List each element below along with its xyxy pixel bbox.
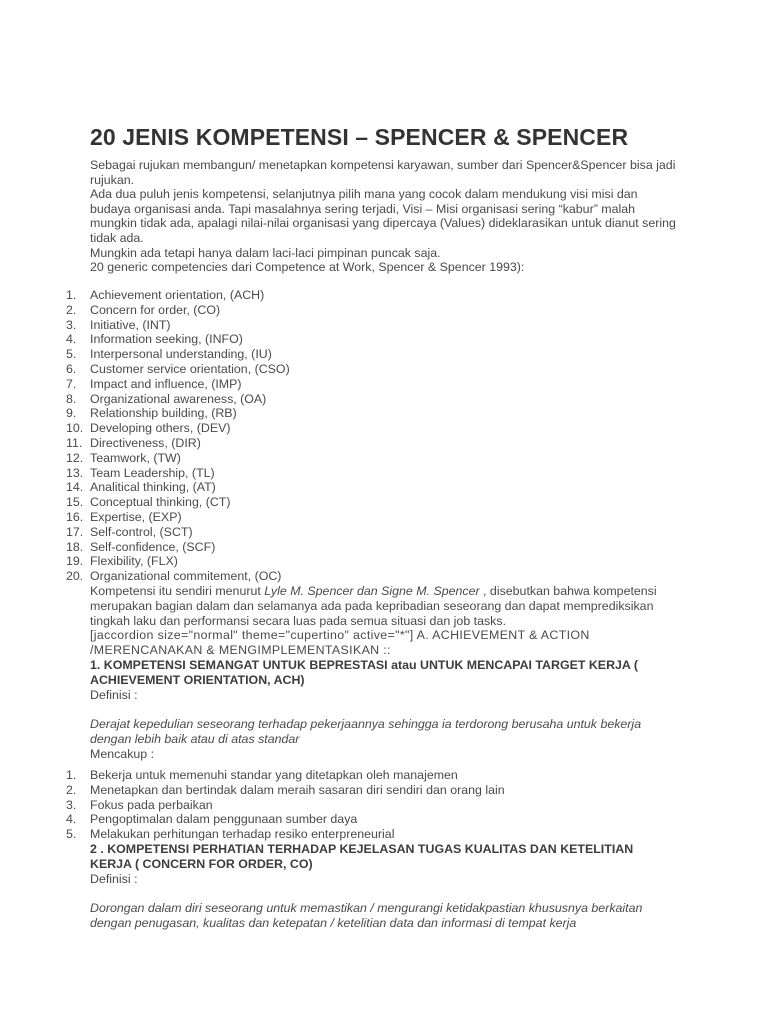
list-item-number: 7. [66, 376, 77, 391]
list-item-text: Organizational commitement, (OC) [90, 569, 282, 584]
list-item-text: Analitical thinking, (AT) [90, 480, 216, 495]
kompetensi-paragraph [90, 584, 670, 628]
list-item-number: 5. [66, 827, 77, 842]
list-item-number: 6. [66, 361, 77, 376]
list-item-text: Team Leadership, (TL) [90, 465, 215, 480]
mencakup-label: Mencakup : [90, 746, 155, 761]
list-item [0, 812, 505, 827]
list-item-number: 19. [66, 554, 84, 569]
list-item [0, 540, 290, 555]
competency-list [0, 288, 290, 584]
list-item-text: Menetapkan dan bertindak dalam meraih sasaran diri sendiri dan orang lain [90, 782, 505, 797]
list-item-number: 20. [66, 569, 84, 584]
list-item-text: Information seeking, (INFO) [90, 332, 243, 347]
list-item-number: 3. [66, 797, 77, 812]
list-item-text: Organizational awareness, (OA) [90, 391, 267, 406]
list-item [0, 332, 290, 347]
list-item-text: Impact and influence, (IMP) [90, 376, 242, 391]
list-item [0, 783, 505, 798]
section-2 [90, 842, 670, 931]
list-item [0, 510, 290, 525]
list-item [0, 466, 290, 481]
list-item-text: Melakukan perhitungan terhadap resiko enterpreneurial [90, 827, 395, 842]
list-item [0, 480, 290, 495]
list-item-number: 5. [66, 347, 77, 362]
list-item-text: Bekerja untuk memenuhi standar yang ditetapkan oleh manajemen [90, 768, 458, 782]
kompetensi-section [90, 584, 670, 762]
list-item-text: Self-control, (SCT) [90, 524, 193, 539]
list-item-number: 11. [66, 435, 83, 450]
list-item-number: 12. [66, 450, 84, 465]
list-item [0, 318, 290, 333]
section-1-heading: 1. KOMPETENSI SEMANGAT UNTUK BEPRESTASI atau UNTUK MENCAPAI TARGET KERJA ( ACHIEVEMENT ORIENTATION, ACH) [90, 657, 638, 687]
kompetensi-text-rest: , disebutkan bahwa kompetensi merupakan bagian dalam dan selamanya ada pada kepribadian seseorang dan dapat memprediksikan tingkah laku dan performansi secara luas pada semua situasi dan job tasks. [90, 584, 657, 628]
list-item-number: 14. [66, 480, 84, 495]
section-1-list [0, 768, 505, 842]
list-item [0, 768, 505, 783]
list-item [0, 347, 290, 362]
list-item-number: 2. [66, 302, 77, 317]
list-item-text: Initiative, (INT) [90, 317, 171, 332]
list-item [0, 798, 505, 813]
list-item-number: 13. [66, 465, 84, 480]
list-item-text: Flexibility, (FLX) [90, 554, 178, 569]
list-item-number: 2. [66, 782, 77, 797]
list-item [0, 362, 290, 377]
list-item-number: 4. [66, 332, 77, 347]
list-item [0, 525, 290, 540]
spacer [90, 702, 670, 717]
list-item-number: 10. [66, 421, 84, 436]
list-item-number: 16. [66, 509, 84, 524]
intro-paragraph: Sebagai rujukan membangun/ menetapkan kompetensi karyawan, sumber dari Spencer&Spencer bisa jadi rujukan. [90, 158, 676, 187]
intro-paragraph: 20 generic competencies dari Competence at Work, Spencer & Spencer 1993): [90, 260, 525, 275]
intro-section [90, 158, 680, 275]
list-item-text: Achievement orientation, (ACH) [90, 288, 265, 302]
kompetensi-text: Kompetensi itu sendiri menurut [90, 584, 265, 598]
list-item [0, 436, 290, 451]
list-item-text: Expertise, (EXP) [90, 509, 182, 524]
list-item [0, 392, 290, 407]
page-title: 20 JENIS KOMPETENSI – SPENCER & SPENCER [90, 124, 629, 150]
list-item-number: 3. [66, 317, 77, 332]
list-item [0, 421, 290, 436]
list-item-number: 15. [66, 495, 84, 510]
list-item-number: 4. [66, 812, 77, 827]
authors-text: Lyle M. Spencer dan Signe M. Spencer [264, 584, 480, 598]
list-item-text: Self-confidence, (SCF) [90, 539, 216, 554]
intro-paragraph: Ada dua puluh jenis kompetensi, selanjutnya pilih mana yang cocok dalam mendukung visi misi dan budaya organisasi anda. Tapi masalahnya sering terjadi, Visi – Misi organisasi sering “kabur” malah mungkin tidak ada, apalagi nilai-nilai organisasi yang dipercaya (Values) dideklarasikan untuk dianut sering tidak ada. [90, 187, 676, 245]
accordion-shortcode: [jaccordion size="normal" theme="cupertino" active="*"] A. ACHIEVEMENT & ACTION /MERENCANAKAN & MENGIMPLEMENTASIKAN :: [90, 628, 590, 658]
list-item-text: Pengoptimalan dalam penggunaan sumber daya [90, 812, 358, 827]
list-item-number: 1. [66, 288, 77, 302]
list-item-number: 17. [66, 524, 84, 539]
section-2-definition: Dorongan dalam diri seseorang untuk memastikan / mengurangi ketidakpastian khususnya berkaitan dengan penugasan, kualitas dan ketepatan / ketelitian data dan informasi di tempat kerja [90, 901, 643, 931]
list-item-number: 8. [66, 391, 77, 406]
list-item-text: Directiveness, (DIR) [90, 435, 201, 450]
list-item-number: 9. [66, 406, 77, 421]
list-item [0, 288, 290, 303]
list-item [0, 569, 290, 584]
list-item-text: Conceptual thinking, (CT) [90, 495, 231, 510]
list-item [0, 554, 290, 569]
list-item-text: Teamwork, (TW) [90, 450, 181, 465]
list-item-number: 1. [66, 768, 77, 782]
definisi-label: Definisi : [90, 687, 138, 702]
list-item [0, 377, 290, 392]
list-item [0, 451, 290, 466]
list-item [0, 303, 290, 318]
list-item [0, 495, 290, 510]
list-item-text: Fokus pada perbaikan [90, 797, 213, 812]
list-item [0, 406, 290, 421]
section-1-definition: Derajat kepedulian seseorang terhadap pekerjaannya sehingga ia terdorong berusaha untuk bekerja dengan lebih baik atau di atas standar [90, 717, 642, 747]
list-item [0, 827, 505, 842]
list-item-text: Relationship building, (RB) [90, 406, 237, 421]
list-item-number: 18. [66, 539, 84, 554]
section-2-heading: 2 . KOMPETENSI PERHATIAN TERHADAP KEJELASAN TUGAS KUALITAS DAN KETELITIAN KERJA ( CONCERN FOR ORDER, CO) [90, 842, 634, 871]
list-item-text: Customer service orientation, (CSO) [90, 361, 290, 376]
intro-paragraph: Mungkin ada tetapi hanya dalam laci-laci pimpinan puncak saja. [90, 245, 441, 260]
spacer [90, 886, 670, 901]
definisi-label: Definisi : [90, 871, 138, 886]
list-item-text: Developing others, (DEV) [90, 421, 231, 436]
list-item-text: Concern for order, (CO) [90, 302, 221, 317]
list-item-text: Interpersonal understanding, (IU) [90, 347, 272, 362]
